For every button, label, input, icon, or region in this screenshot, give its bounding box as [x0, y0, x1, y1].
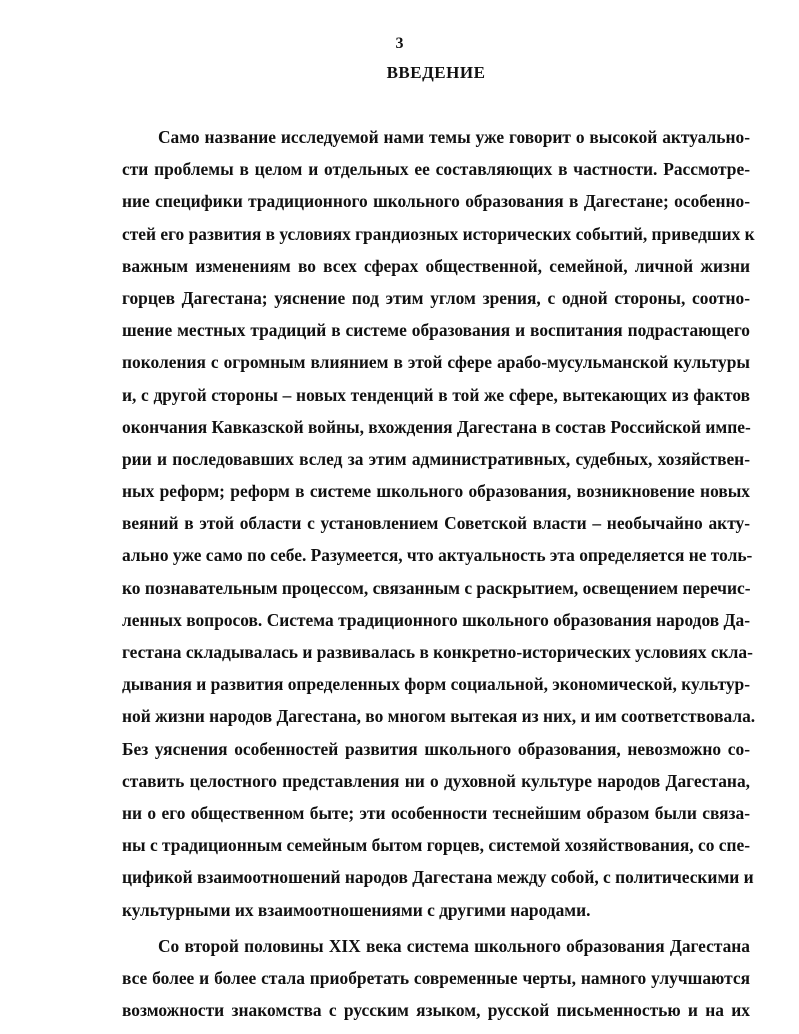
section-heading: ВВЕДЕНИЕ [386, 63, 486, 82]
text-line: ние специфики традиционного школьного образования в Дагестане; особенно- [122, 191, 750, 212]
text-line: ально уже само по себе. Разумеется, что актуальность эта определяется не толь- [122, 545, 753, 566]
text-line: ко познавательным процессом, связанным с раскрытием, освещением перечис- [122, 577, 751, 598]
text-line: ни о его общественном быте; эти особенности теснейшим образом были связа- [122, 802, 750, 823]
text-line: цификой взаимоотношений народов Дагестана между собой, с политическими и [122, 867, 754, 888]
text-line: дывания и развития определенных форм социальной, экономической, культур- [122, 674, 750, 695]
text-line: окончания Кавказской войны, вхождения Дагестана в состав Российской импе- [122, 416, 751, 437]
text-line: поколения с огромным влиянием в этой сфере арабо-мусульманской культуры [122, 352, 750, 373]
page-number: 3 [395, 35, 404, 52]
text-line: шение местных традиций в системе образования и воспитания подрастающего [122, 320, 750, 341]
text-line: возможности знакомства с русским языком, русской письменностью и на их [122, 1000, 750, 1021]
text-line: сти проблемы в целом и отдельных ее составляющих в частности. Рассмотре- [122, 159, 750, 180]
text-line: Со второй половины XIX века система школьного образования Дагестана [158, 935, 750, 956]
text-line: ных реформ; реформ в системе школьного образования, возникновение новых [122, 481, 750, 502]
text-line: ставить целостного представления ни о духовной культуре народов Дагестана, [122, 770, 750, 791]
text-line: рии и последовавших вслед за этим административных, судебных, хозяйствен- [122, 448, 750, 469]
text-line: горцев Дагестана; уяснение под этим углом зрения, с одной стороны, соотно- [122, 287, 750, 308]
text-line: гестана складывалась и развивалась в конкретно-исторических условиях скла- [122, 642, 753, 662]
paragraph-1 [122, 121, 756, 926]
text-line: важным изменениям во всех сферах общественной, семейной, личной жизни [122, 255, 750, 276]
text-line: ной жизни народов Дагестана, во многом вытекая из них, и им соответствовала. [122, 706, 756, 727]
text-line: культурными их взаимоотношениями с другими народами. [122, 899, 591, 920]
text-line: и, с другой стороны – новых тенденций в той же сфере, вытекающих из фактов [122, 384, 750, 405]
text-line: стей его развития в условиях грандиозных исторических событий, приведших к [122, 223, 755, 244]
text-line: ленных вопросов. Система традиционного школьного образования народов Да- [122, 609, 750, 630]
paragraph-2 [122, 930, 750, 1027]
body-text [122, 121, 756, 1026]
text-line: веяний в этой области с установлением Советской власти – необычайно акту- [122, 513, 750, 534]
text-line: все более и более стала приобретать современные черты, намного улучшаются [122, 967, 750, 988]
text-line: Без уяснения особенностей развития школьного образования, невозможно со- [122, 738, 750, 759]
text-line: Само название исследуемой нами темы уже говорит о высокой актуально- [158, 127, 750, 147]
text-line: ны с традиционным семейным бытом горцев, системой хозяйствования, со спе- [122, 835, 750, 856]
